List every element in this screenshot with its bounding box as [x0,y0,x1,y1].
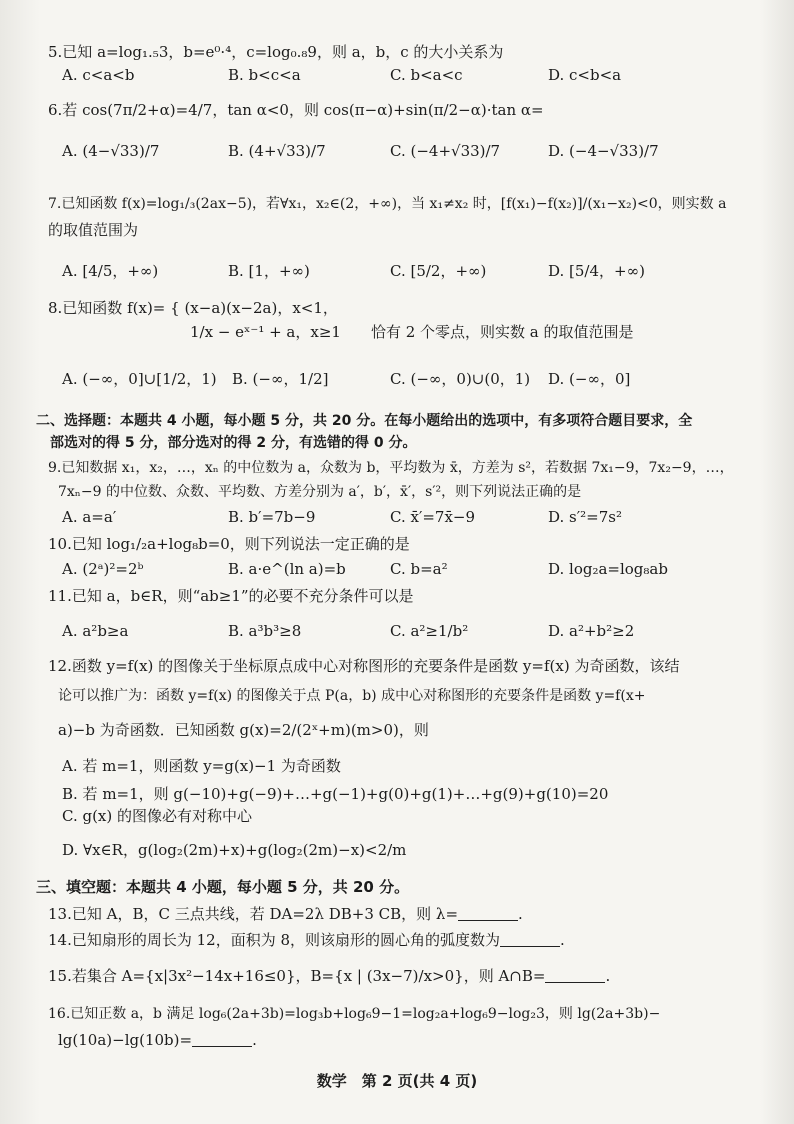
answer-blank [545,968,605,983]
q12-option-a: A. 若 m=1，则函数 y=g(x)−1 为奇函数 [62,757,341,775]
question-7-stem-line2: 的取值范围为 [48,221,139,239]
q6-option-a: A. (4−√33)/7 [62,142,160,160]
question-13: 13.已知 A，B，C 三点共线，若 DA=2λ DB+3 CB，则 λ= . [48,905,523,923]
question-9-stem-line1: 9.已知数据 x₁，x₂，…，xₙ 的中位数为 a，众数为 b，平均数为 x̄，方差为 s²，若数据 7x₁−9，7x₂−9，…， [48,460,734,476]
q12-option-c: C. g(x) 的图像必有对称中心 [62,807,253,825]
question-15-text: 15.若集合 A={x|3x²−14x+16≤0}，B={x | (3x−7)/x>0}，则 A∩B= [48,967,546,985]
question-11-stem: 11.已知 a，b∈R，则“ab≥1”的必要不充分条件可以是 [48,587,414,605]
answer-blank [458,906,518,921]
question-15: 15.若集合 A={x|3x²−14x+16≤0}，B={x | (3x−7)/x>0}，则 A∩B= . [48,967,611,985]
answer-blank [500,932,560,947]
q9-option-a: A. a=a′ [62,508,117,526]
section-2-heading-line1: 二、选择题：本题共 4 小题，每小题 5 分，共 20 分。在每小题给出的选项中，有多项符合题目要求，全 [36,413,693,429]
question-10-options [62,560,742,582]
question-9-stem-line2: 7xₙ−9 的中位数、众数、平均数、方差分别为 a′，b′，x̄′，s′²，则下列说法正确的是 [58,484,582,500]
question-8-stem-line1: 8.已知函数 f(x)= { (x−a)(x−2a)，x<1， [48,299,338,317]
question-5-options [62,66,742,88]
question-6-options [62,142,742,164]
q6-option-b: B. (4+√33)/7 [228,142,326,160]
q6-option-d: D. (−4−√33)/7 [548,142,659,160]
q10-option-b: B. a·e^(ln a)=b [228,560,346,578]
q12-option-b: B. 若 m=1，则 g(−10)+g(−9)+…+g(−1)+g(0)+g(1)+…+g(9)+g(10)=20 [62,785,609,803]
question-12-line2: 论可以推广为：函数 y=f(x) 的图像关于点 P(a，b) 成中心对称图形的充要条件是函数 y=f(x+ [58,688,646,704]
question-8-stem-line2: 1/x − eˣ⁻¹ + a，x≥1 恰有 2 个零点，则实数 a 的取值范围是 [190,323,634,341]
question-8-options [62,368,742,390]
question-16-line2: lg(10a)−lg(10b)= . [58,1031,257,1049]
q10-option-c: C. b=a² [390,560,448,578]
question-9-options [62,508,742,530]
q7-option-b: B. [1，+∞) [228,262,310,280]
q6-option-c: C. (−4+√33)/7 [390,142,501,160]
answer-blank [192,1032,252,1047]
q11-option-d: D. a²+b²≥2 [548,622,635,640]
q11-option-c: C. a²≥1/b² [390,622,469,640]
q5-option-b: B. b<c<a [228,66,301,84]
question-16-line1: 16.已知正数 a，b 满足 log₆(2a+3b)=log₃b+log₆9−1=log₂a+log₆9−log₂3，则 lg(2a+3b)− [48,1006,661,1022]
q8-option-b: B. (−∞，1/2] [232,370,329,388]
q8-option-c: C. (−∞，0)∪(0，1) [390,370,531,388]
question-11-options [62,622,742,644]
q12-option-d: D. ∀x∈R，g(log₂(2m)+x)+g(log₂(2m)−x)<2/m [62,841,407,859]
page-footer: 数学 第 2 页(共 4 页) [316,1072,478,1090]
q5-option-d: D. c<b<a [548,66,622,84]
question-10-stem: 10.已知 log₁/₂a+log₈b=0，则下列说法一定正确的是 [48,535,410,553]
q7-option-d: D. [5/4，+∞) [548,262,645,280]
q8-option-a: A. (−∞，0]∪[1/2，1) [62,370,217,388]
q9-option-b: B. b′=7b−9 [228,508,316,526]
q5-option-c: C. b<a<c [390,66,463,84]
question-12-line1: 12.函数 y=f(x) 的图像关于坐标原点成中心对称图形的充要条件是函数 y=f(x) 为奇函数，该结 [48,657,680,675]
question-13-text: 13.已知 A，B，C 三点共线，若 DA=2λ DB+3 CB，则 λ= [48,905,459,923]
q10-option-a: A. (2ᵃ)²=2ᵇ [62,560,144,578]
q7-option-c: C. [5/2，+∞) [390,262,487,280]
q7-option-a: A. [4/5，+∞) [62,262,159,280]
section-3-heading: 三、填空题：本题共 4 小题，每小题 5 分，共 20 分。 [36,878,410,896]
q10-option-d: D. log₂a=log₈ab [548,560,668,578]
question-5-stem: 5.已知 a=log₁.₅3，b=e⁰·⁴，c=log₀.₈9，则 a，b，c 的大小关系为 [48,43,504,61]
q11-option-a: A. a²b≥a [62,622,129,640]
q5-option-a: A. c<a<b [62,66,135,84]
question-7-stem-line1: 7.已知函数 f(x)=log₁/₃(2ax−5)，若∀x₁，x₂∈(2，+∞)，当 x₁≠x₂ 时，[f(x₁)−f(x₂)]/(x₁−x₂)<0，则实数 a [48,196,727,212]
question-7-options [62,260,742,282]
q8-option-d: D. (−∞，0] [548,370,631,388]
question-16-text: lg(10a)−lg(10b)= [58,1031,193,1049]
q11-option-b: B. a³b³≥8 [228,622,302,640]
question-14: 14.已知扇形的周长为 12，面积为 8，则该扇形的圆心角的弧度数为 . [48,931,565,949]
section-2-heading-line2: 部选对的得 5 分，部分选对的得 2 分，有选错的得 0 分。 [50,435,417,451]
question-14-text: 14.已知扇形的周长为 12，面积为 8，则该扇形的圆心角的弧度数为 [48,931,501,949]
q9-option-c: C. x̄′=7x̄−9 [390,508,476,526]
q9-option-d: D. s′²=7s² [548,508,622,526]
question-12-line3: a)−b 为奇函数．已知函数 g(x)=2/(2ˣ+m)(m>0)，则 [58,721,429,739]
question-6-stem: 6.若 cos(7π/2+α)=4/7，tan α<0，则 cos(π−α)+sin(π/2−α)·tan α= [48,101,544,119]
